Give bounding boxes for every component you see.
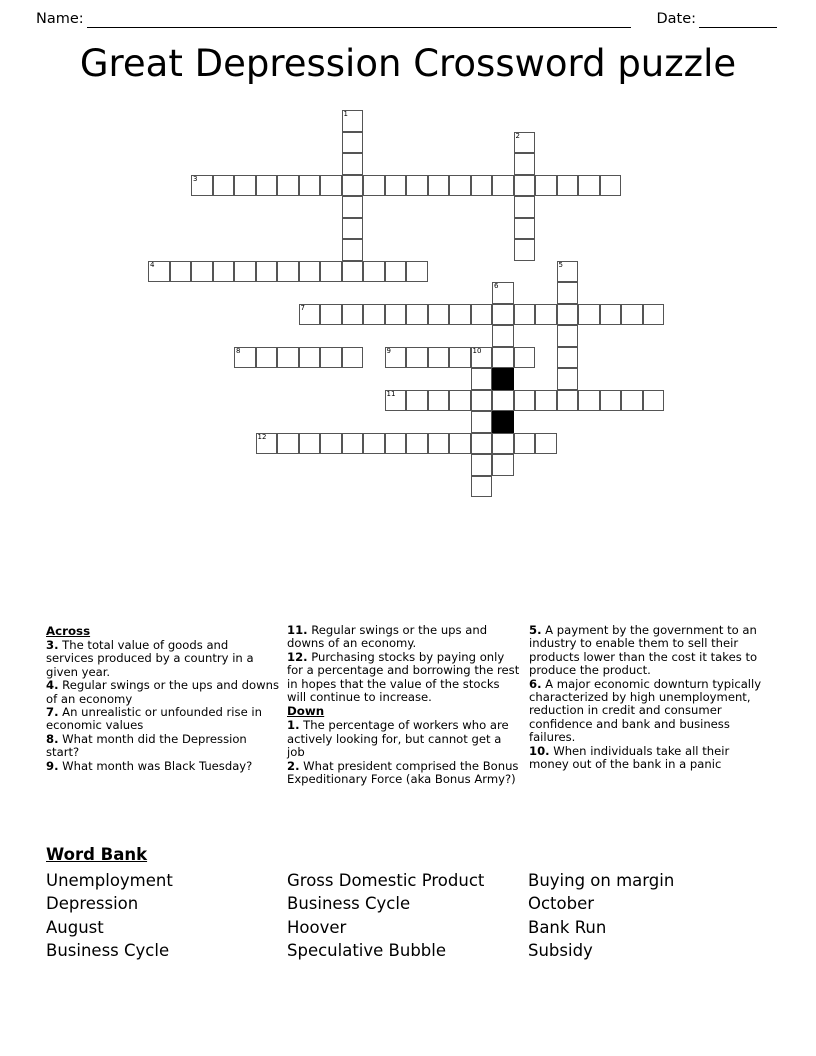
name-label: Name: [36,11,84,27]
grid-cell[interactable] [234,347,256,369]
clues-section [46,624,770,834]
grid-cell[interactable] [320,175,342,197]
grid-cell[interactable] [385,433,407,455]
grid-cell-number: 5 [558,260,563,269]
word-bank-item: October [528,894,595,914]
grid-cell-number: 12 [257,432,267,441]
word-bank-item: Unemployment [46,871,173,890]
grid-cell[interactable] [471,304,493,326]
clue-text: The percentage of workers who are actively looking for, but cannot get a job [287,718,509,760]
grid-cell[interactable] [256,175,278,197]
grid-cell[interactable] [449,347,471,369]
clue-number: 4. [46,678,59,693]
grid-cell[interactable] [320,433,342,455]
clue-text: Regular swings or the ups and downs of an economy. [287,623,488,651]
grid-cell[interactable] [342,196,364,218]
grid-cell[interactable] [299,261,321,283]
grid-cell[interactable] [428,390,450,412]
grid-cell[interactable] [363,433,385,455]
grid-cell[interactable] [342,347,364,369]
clue-number: 2. [287,758,300,773]
grid-cell[interactable] [600,304,622,326]
clue-item [287,760,521,787]
grid-cell-number: 7 [300,303,305,312]
grid-cell[interactable] [471,433,493,455]
grid-cell[interactable] [277,347,299,369]
grid-cell[interactable] [492,454,514,476]
grid-cell[interactable] [191,175,213,197]
grid-cell[interactable] [578,390,600,412]
grid-cell[interactable] [471,476,493,498]
grid-cell[interactable] [578,175,600,197]
grid-cell[interactable] [256,433,278,455]
clue-number: 6. [529,676,542,691]
clue-item [46,760,279,773]
grid-cell[interactable] [449,304,471,326]
grid-cell[interactable] [299,304,321,326]
clue-text: A major economic downturn typically characterized by high unemployment, reduction in credit and consumer confidence and bank and business failures. [529,676,762,745]
grid-cell[interactable] [342,132,364,154]
clue-text: When individuals take all their money out of the bank in a panic [529,743,730,772]
grid-cell[interactable] [492,175,514,197]
grid-cell[interactable] [600,175,622,197]
word-bank-item: Speculative Bubble [287,941,446,961]
clue-item [529,745,762,772]
grid-cell-number: 10 [472,346,482,355]
grid-cell[interactable] [342,433,364,455]
grid-cell[interactable] [471,454,493,476]
grid-cell[interactable] [406,304,428,326]
grid-cell[interactable] [643,304,665,326]
grid-cell[interactable] [471,368,493,390]
grid-cell[interactable] [406,261,428,283]
grid-cell[interactable] [557,325,579,347]
grid-cell[interactable] [535,390,557,412]
word-bank-column-1 [46,869,287,963]
grid-cell[interactable] [385,347,407,369]
word-bank-item: Depression [46,894,139,914]
grid-block-cell [492,368,514,390]
grid-cell[interactable] [406,390,428,412]
grid-cell[interactable] [514,433,536,455]
grid-cell[interactable] [514,153,536,175]
grid-cell[interactable] [557,304,579,326]
grid-cell[interactable] [385,261,407,283]
grid-cell[interactable] [256,261,278,283]
clue-number: 11. [287,623,308,637]
grid-cell[interactable] [535,433,557,455]
grid-cell[interactable] [428,304,450,326]
grid-cell[interactable] [428,433,450,455]
grid-cell[interactable] [363,175,385,197]
grid-cell[interactable] [406,433,428,455]
grid-cell[interactable] [191,261,213,283]
grid-cell[interactable] [621,390,643,412]
grid-cell[interactable] [148,261,170,283]
grid-cell-number: 4 [150,260,155,269]
across-heading: Across [46,624,91,638]
grid-cell[interactable] [514,347,536,369]
grid-cell[interactable] [234,261,256,283]
grid-cell-number: 11 [386,389,396,398]
clue-item [46,733,279,760]
grid-cell[interactable] [514,239,536,261]
clue-text: What month was Black Tuesday? [58,758,253,773]
page-title: Great Depression Crossword puzzle [79,42,737,85]
grid-cell[interactable] [320,347,342,369]
word-bank-column-3 [528,869,769,963]
grid-cell[interactable] [234,175,256,197]
grid-cell[interactable] [320,261,342,283]
grid-cell-number: 2 [515,131,520,140]
grid-cell[interactable] [514,132,536,154]
grid-cell[interactable] [557,175,579,197]
grid-cell[interactable] [385,390,407,412]
grid-cell[interactable] [320,304,342,326]
date-label: Date: [656,11,696,27]
grid-cell[interactable] [514,390,536,412]
clue-item [287,624,521,651]
clue-text: Purchasing stocks by paying only for a percentage and borrowing the rest in hopes that the value of the stocks will continue to increase. [287,649,520,705]
grid-cell[interactable] [492,347,514,369]
grid-cell[interactable] [385,175,407,197]
grid-cell[interactable] [471,175,493,197]
grid-cell-number: 3 [193,174,198,183]
grid-cell[interactable] [449,175,471,197]
clue-number: 9. [46,758,59,773]
grid-cell[interactable] [363,261,385,283]
grid-cell[interactable] [492,433,514,455]
grid-cell[interactable] [428,175,450,197]
grid-cell[interactable] [492,325,514,347]
grid-cell[interactable] [213,261,235,283]
grid-cell[interactable] [299,175,321,197]
clue-number: 1. [287,718,300,733]
grid-cell[interactable] [449,390,471,412]
grid-cell[interactable] [492,304,514,326]
grid-cell[interactable] [535,175,557,197]
word-bank-item: Bank Run [528,917,607,937]
grid-cell[interactable] [256,347,278,369]
grid-cell[interactable] [449,433,471,455]
grid-cell[interactable] [557,347,579,369]
grid-cell[interactable] [406,347,428,369]
word-bank-item: Subsidy [528,941,593,961]
grid-cell[interactable] [406,175,428,197]
clue-text: The total value of goods and services produced by a country in a given year. [46,638,254,679]
clue-number: 3. [46,638,59,652]
word-bank-item: Business Cycle [46,941,170,961]
grid-cell[interactable] [643,390,665,412]
clue-item [46,706,279,733]
clue-column-1 [46,624,287,834]
grid-cell[interactable] [428,347,450,369]
grid-cell[interactable] [277,433,299,455]
clue-text: A payment by the government to an industry to enable them to sell their products lower than the cost it takes to produce the product. [529,623,758,678]
word-bank-column-2 [287,869,528,963]
grid-cell[interactable] [578,304,600,326]
grid-cell-number: 6 [494,282,499,290]
grid-cell[interactable] [213,175,235,197]
clue-item [46,639,279,679]
grid-cell[interactable] [385,304,407,326]
crossword-grid [0,0,816,520]
word-bank-item: Business Cycle [287,894,411,914]
clue-number: 12. [287,649,308,664]
grid-block-cell [492,411,514,433]
clue-number: 7. [46,705,59,720]
clue-text: What president comprised the Bonus Expeditionary Force (aka Bonus Army?) [287,758,519,787]
grid-cell[interactable] [342,175,364,197]
word-bank-item: Gross Domestic Product [287,871,485,890]
grid-cell[interactable] [557,261,579,283]
grid-cell[interactable] [342,110,364,132]
grid-cell-number: 1 [343,110,348,118]
grid-cell-number: 9 [386,346,391,355]
grid-cell-number: 8 [236,346,241,355]
word-bank-item: Buying on margin [528,871,675,890]
clue-item [46,679,279,706]
clue-text: What month did the Depression start? [46,731,247,760]
grid-cell[interactable] [342,239,364,261]
clue-item [529,678,762,745]
clue-number: 10. [529,743,550,758]
grid-cell[interactable] [471,411,493,433]
clue-column-3 [529,624,770,834]
grid-cell[interactable] [557,282,579,304]
word-bank-section [46,843,770,963]
clue-number: 5. [529,623,542,637]
down-heading: Down [287,704,325,719]
grid-cell[interactable] [363,304,385,326]
grid-cell[interactable] [557,368,579,390]
clue-number: 8. [46,731,59,746]
grid-cell[interactable] [342,153,364,175]
grid-cell[interactable] [535,304,557,326]
grid-cell[interactable] [471,390,493,412]
word-bank-grid [46,869,770,963]
grid-cell[interactable] [342,304,364,326]
clue-column-2 [287,624,529,834]
grid-cell[interactable] [600,390,622,412]
grid-cell[interactable] [170,261,192,283]
grid-cell[interactable] [471,347,493,369]
clue-text: Regular swings or the ups and downs of an economy [46,678,280,706]
grid-cell[interactable] [514,218,536,240]
grid-cell[interactable] [342,218,364,240]
grid-cell[interactable] [277,261,299,283]
word-bank-item: Hoover [287,917,347,937]
grid-cell[interactable] [492,390,514,412]
clue-item [287,651,521,705]
grid-cell[interactable] [514,196,536,218]
clue-item [529,624,762,678]
grid-cell[interactable] [514,175,536,197]
grid-cell[interactable] [514,304,536,326]
grid-cell[interactable] [299,433,321,455]
grid-cell[interactable] [342,261,364,283]
grid-cell[interactable] [277,175,299,197]
grid-cell[interactable] [621,304,643,326]
clue-text: An unrealistic or unfounded rise in economic values [46,705,262,733]
grid-cell[interactable] [492,282,514,304]
grid-cell[interactable] [557,390,579,412]
grid-cell[interactable] [299,347,321,369]
clue-item [287,719,521,759]
word-bank-item: August [46,917,104,937]
word-bank-heading: Word Bank [46,845,148,864]
